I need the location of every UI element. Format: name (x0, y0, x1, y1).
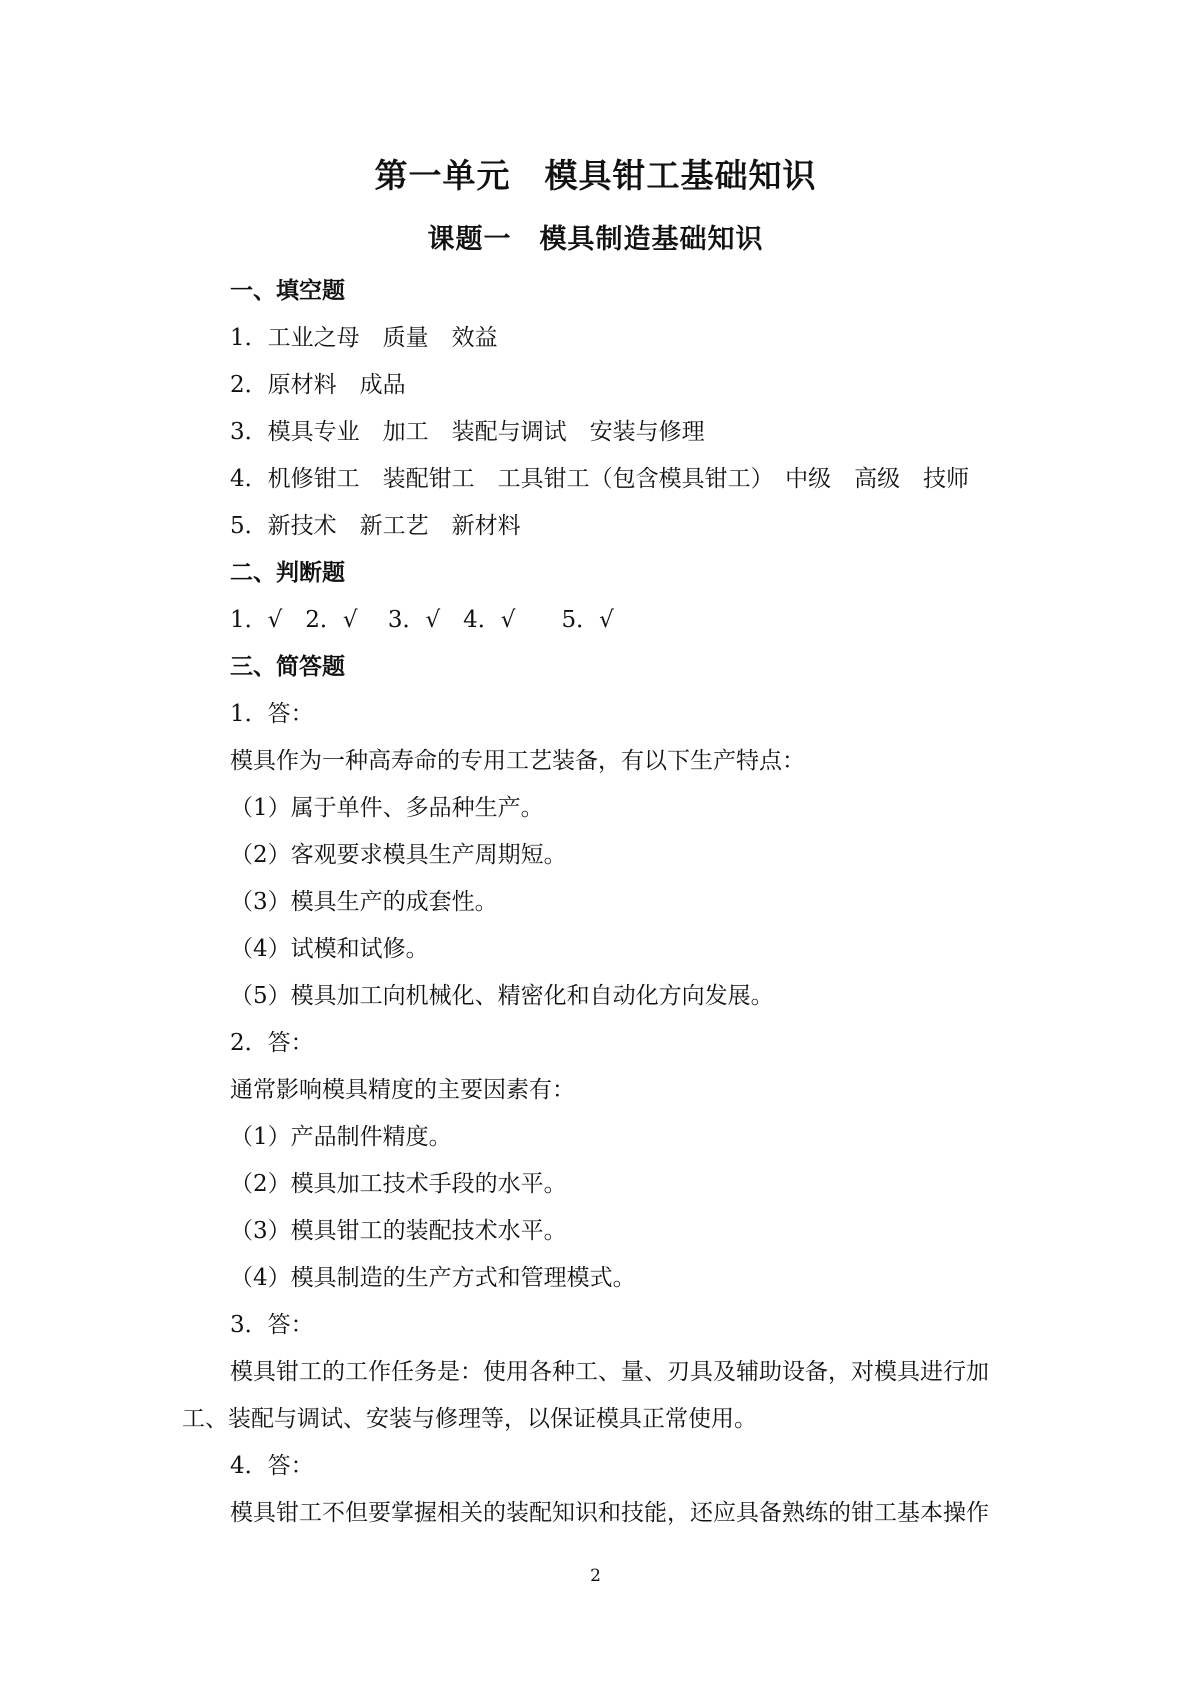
q1-point-5: （5）模具加工向机械化、精密化和自动化方向发展。 (230, 983, 774, 1009)
q3-text-line-1: 模具钳工的工作任务是：使用各种工、量、刃具及辅助设备，对模具进行加 (230, 1359, 989, 1385)
q3-label: 3．答： (230, 1312, 314, 1338)
section2-heading: 二、判断题 (230, 560, 345, 586)
q4-label: 4．答： (230, 1453, 314, 1479)
q1-point-4: （4）试模和试修。 (230, 936, 429, 962)
q4-text-line-1: 模具钳工不但要掌握相关的装配知识和技能，还应具备熟练的钳工基本操作 (230, 1500, 989, 1526)
fill-blank-answer-1: 1．工业之母 质量 效益 (230, 325, 498, 351)
fill-blank-answer-4: 4．机修钳工 装配钳工 工具钳工（包含模具钳工） 中级 高级 技师 (230, 466, 970, 492)
section3-heading: 三、简答题 (230, 654, 345, 680)
q2-point-2: （2）模具加工技术手段的水平。 (230, 1171, 567, 1197)
q2-point-4: （4）模具制造的生产方式和管理模式。 (230, 1265, 636, 1291)
q2-point-1: （1）产品制件精度。 (230, 1124, 452, 1150)
q1-point-1: （1）属于单件、多品种生产。 (230, 795, 544, 821)
true-false-answers: 1．√ 2．√ 3．√ 4．√ 5．√ (230, 607, 614, 633)
fill-blank-answer-5: 5．新技术 新工艺 新材料 (230, 513, 521, 539)
page-number: 2 (590, 1566, 601, 1586)
topic-title: 课题一 模具制造基础知识 (427, 224, 764, 255)
unit-title: 第一单元 模具钳工基础知识 (374, 156, 817, 195)
section1-heading: 一、填空题 (230, 278, 345, 304)
q1-point-3: （3）模具生产的成套性。 (230, 889, 498, 915)
q2-point-3: （3）模具钳工的装配技术水平。 (230, 1218, 567, 1244)
fill-blank-answer-2: 2．原材料 成品 (230, 372, 406, 398)
q3-text-line-2: 工、装配与调试、安装与修理等，以保证模具正常使用。 (182, 1406, 757, 1432)
q1-label: 1．答： (230, 701, 314, 727)
q2-label: 2．答： (230, 1030, 314, 1056)
q2-intro: 通常影响模具精度的主要因素有： (230, 1077, 575, 1103)
q1-intro: 模具作为一种高寿命的专用工艺装备，有以下生产特点： (230, 748, 805, 774)
q1-point-2: （2）客观要求模具生产周期短。 (230, 842, 567, 868)
fill-blank-answer-3: 3．模具专业 加工 装配与调试 安装与修理 (230, 419, 705, 445)
